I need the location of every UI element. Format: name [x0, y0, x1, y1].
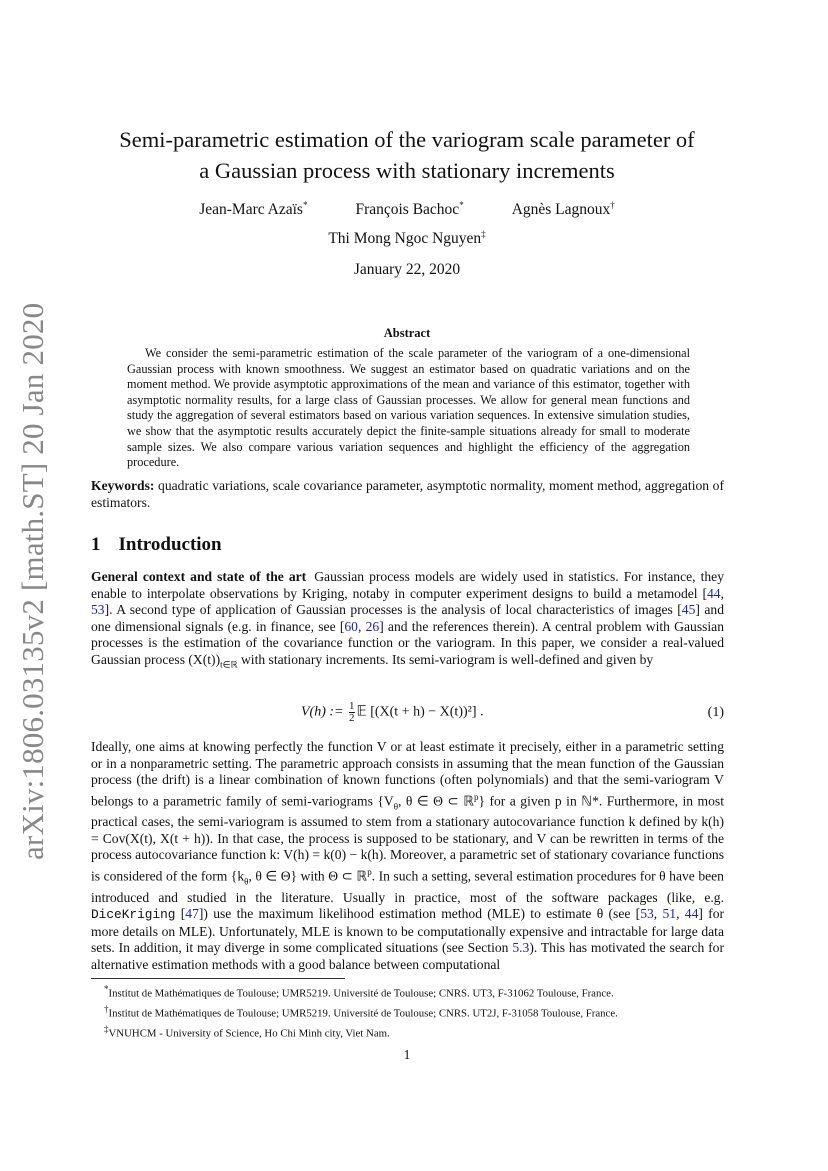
subscript: θ: [244, 876, 249, 886]
equation-body: [301, 701, 484, 724]
keywords: [91, 478, 724, 511]
author-name: Thi Mong Ngoc Nguyen: [328, 230, 482, 248]
author-3: [512, 200, 615, 219]
superscript: p: [367, 866, 372, 877]
text-run: [: [175, 906, 186, 921]
footnote-text: VNUHCM - University of Science, Ho Chi Minh city, Viet Nam.: [108, 1027, 390, 1040]
citation-link[interactable]: 45: [681, 602, 696, 617]
author-mark: ‡: [481, 229, 486, 239]
section-heading: [91, 534, 222, 556]
footnote-text: Institut de Mathématiques de Toulouse; UMR5219. Université de Toulouse; CNRS. UT3, F-31062 Toulouse, France.: [108, 987, 614, 1000]
text-run: , θ ∈ Θ} with Θ ⊂ ℝ: [248, 868, 368, 884]
abstract-text: We consider the semi-parametric estimation of the scale parameter of the variogram of a one-dimensional Gaussian process with known smoothness. We suggest an estimator based on quadratic variations and on the moment method. We provide asymptotic approximations of the mean and variance of this estimator, together with asymptotic normality results, for a large class of Gaussian processes. We allow for general mean functions and study the aggregation of several estimators based on various variation sequences. In extensive simulation studies, we show that the asymptotic results accurately depict the finite-sample situations already for small to moderate sample sizes. We also compare various variation sequences and highlight the efficiency of the aggregation procedure.: [127, 346, 690, 470]
title-line-1: Semi-parametric estimation of the variogram scale parameter of: [119, 127, 695, 152]
section-number: 1: [91, 534, 101, 555]
text-run: ,: [676, 906, 685, 921]
text-run: } for a given p in ℕ*. Furthermore, in most practical cases, the semi-variogram is assumed to stem from a stationary autocovariance function k defined by k(h) = Cov(X(t), X(t + h)). In that case, the process is supposed to be stationary, and V can be rewritten in terms of the process autocovariance function k: V(h) = k(0) − k(h). Moreover, a parametric set of stationary covariance functions is considered of the form {k: [91, 793, 724, 884]
publication-date: January 22, 2020: [353, 261, 461, 278]
author-mark: †: [610, 200, 615, 210]
footnote-1: [91, 982, 731, 1002]
section-title: Introduction: [118, 534, 222, 555]
citation-link[interactable]: 51: [662, 906, 677, 921]
footnote-mark: ‡: [104, 1023, 109, 1034]
footnote-3: [91, 1022, 731, 1042]
abstract-heading: Abstract: [383, 326, 431, 340]
superscript: p: [474, 791, 479, 802]
title-line-2: a Gaussian process with stationary increments: [199, 158, 615, 183]
equation-1: [91, 701, 724, 731]
fraction-denominator: 2: [349, 712, 355, 724]
fraction-numerator: 1: [349, 700, 355, 712]
text-run: ] for more details on MLE). Unfortunately, MLE is known to be computationally expensive and intractable for large data sets. In addition, it may diverge in some complicated situations (see Section: [91, 906, 725, 955]
author-1: [199, 200, 307, 219]
text-run: ,: [653, 906, 663, 921]
footnote-rule: [91, 978, 345, 979]
author-4: [328, 229, 485, 248]
footnote-2: [91, 1002, 731, 1022]
author-name: Jean-Marc Azaïs: [199, 201, 303, 219]
author-mark: *: [459, 200, 464, 210]
text-run: with stationary increments. Its semi-variogram is well-defined and given by: [237, 651, 654, 667]
keywords-text: quadratic variations, scale covariance parameter, asymptotic normality, moment method, aggregation of estimators.: [91, 478, 724, 510]
text-run: ] and one dimensional signals (e.g. in finance, see [: [91, 602, 724, 634]
text-run: , θ ∈ Θ ⊂ ℝ: [398, 793, 474, 809]
citation-link[interactable]: 47: [185, 906, 199, 921]
paragraph-2: [91, 739, 724, 973]
author-name: François Bachoc: [355, 201, 460, 219]
text-run: Gaussian process models are widely used in statistics. For instance, they enable to interpolate observations by Kriging, notaby in computer experiment designs to build a metamodel [: [91, 569, 724, 601]
text-run: ). This has motivated the search for alternative estimation methods with a good balance between computational: [91, 940, 724, 972]
code-name: DiceKriging: [91, 907, 176, 922]
keywords-label: Keywords:: [91, 478, 155, 493]
equation-number: (1): [707, 705, 724, 720]
citation-link[interactable]: 26: [365, 618, 380, 634]
subscript: θ: [393, 800, 398, 811]
page-number: 1: [403, 1047, 411, 1062]
text-run: ]) use the maximum likelihood estimation method (MLE) to estimate θ (see [: [198, 906, 641, 921]
footnote-mark: †: [104, 1003, 109, 1014]
equation-lhs: V(h) :=: [301, 704, 347, 720]
paper-title: [80, 124, 734, 186]
arxiv-identifier-stamp: arXiv:1806.03135v2 [math.ST] 20 Jan 2020: [15, 302, 50, 860]
citation-link[interactable]: 44: [707, 585, 721, 601]
section-reference-link[interactable]: 5.3: [512, 940, 530, 955]
author-name: Agnès Lagnoux: [511, 201, 611, 219]
citation-link[interactable]: 44: [684, 906, 699, 921]
equation-rhs: 𝔼 [(X(t + h) − X(t))²] .: [356, 704, 484, 720]
text-run: Ideally, one aims at knowing perfectly the function V or at least estimate it precisely, either in a parametric setting or in a nonparametric setting. The parametric approach consists in assuming that the mean function of the Gaussian process (the drift) is a linear combination of known functions (often polynomials) and that the semi-variogram V belongs to a parametric family of semi-variograms {V: [91, 739, 724, 809]
citation-link[interactable]: 53: [640, 906, 654, 921]
text-run: ,: [720, 585, 724, 601]
author-row-1: [80, 200, 734, 219]
equation-fraction: [349, 701, 355, 724]
paragraph-1: [91, 569, 724, 673]
footnote-mark: *: [104, 984, 109, 994]
citation-link[interactable]: 53: [91, 602, 105, 617]
author-mark: *: [302, 200, 308, 210]
author-2: [355, 200, 463, 219]
footnote-text: Institut de Mathématiques de Toulouse; UMR5219. Université de Toulouse; CNRS. UT2J, F-31058 Toulouse, France.: [108, 1007, 618, 1020]
text-run: ,: [357, 618, 366, 634]
citation-link[interactable]: 60: [344, 618, 358, 634]
footnotes: [91, 982, 731, 1041]
paragraph-lead: General context and state of the art: [91, 569, 307, 584]
text-run: ] and the references therein). A central problem with Gaussian processes is the estimation of the covariance function or the variogram. In this paper, we consider a real-valued Gaussian process (X(t)): [91, 618, 725, 667]
author-row-2: [80, 229, 734, 248]
text-run: . In such a setting, several estimation procedures for θ have been introduced and studied in the literature. Usually in practice, most of the software packages (like, e.g.: [91, 868, 724, 905]
text-run: ]. A second type of application of Gaussian processes is the analysis of local characteristics of images [: [104, 602, 682, 617]
subscript: t∈ℝ: [220, 659, 238, 670]
